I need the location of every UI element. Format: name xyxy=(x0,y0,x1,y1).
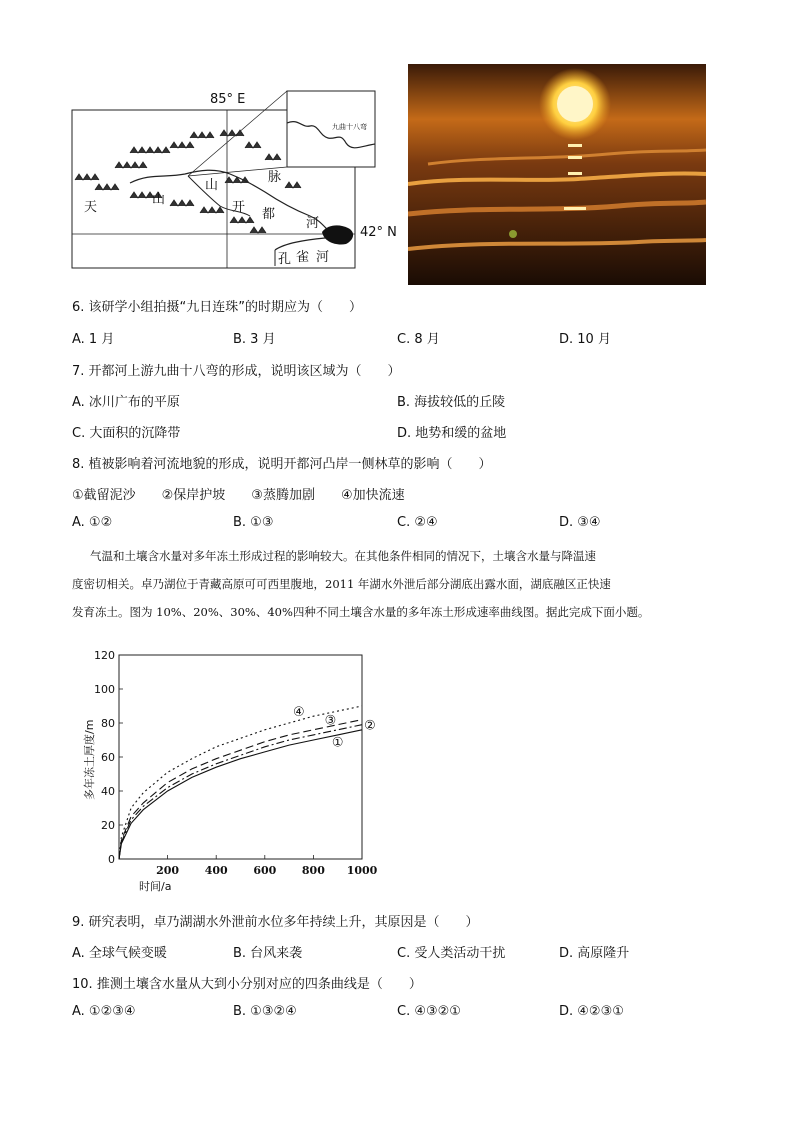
series-label-2: ② xyxy=(364,718,376,734)
question-text: 该研学小组拍摄“九日连珠”的时期应为（ ） xyxy=(88,300,363,315)
series-label-4: ④ xyxy=(292,705,305,721)
q7-option-a: A. 冰川广布的平原 xyxy=(72,395,180,410)
y-tick-label: 80 xyxy=(101,717,115,730)
q9-option-d: D. 高原隆升 xyxy=(559,946,630,961)
y-tick-label: 40 xyxy=(101,785,115,798)
question-7-stem xyxy=(72,360,401,379)
plot-frame xyxy=(119,655,362,859)
map-figure xyxy=(70,88,410,273)
x-tick-label: 600 xyxy=(253,864,277,877)
map-svg xyxy=(70,88,410,273)
y-tick-label: 60 xyxy=(101,751,115,764)
passage-line-1: 气温和土壤含水量对多年冻土形成过程的影响较大。在其他条件相同的情况下，土壤含水量与降温速 xyxy=(90,549,596,563)
q8-option-d: D. ③④ xyxy=(559,515,601,530)
question-text: 推测土壤含水量从大到小分别对应的四条曲线是（ ） xyxy=(96,977,422,992)
question-number: 8. xyxy=(72,457,85,472)
inset-label: 九曲十八弯 xyxy=(332,123,367,131)
x-tick-label: 200 xyxy=(156,864,180,877)
q8-option-b: B. ①③ xyxy=(233,515,274,530)
q10-option-c: C. ④③②① xyxy=(397,1004,461,1019)
q6-option-c: C. 8 月 xyxy=(397,332,440,347)
series-line-1 xyxy=(119,730,362,859)
series-line-2 xyxy=(119,725,362,859)
sunset-river-photo xyxy=(408,64,706,285)
q10-option-d: D. ④②③① xyxy=(559,1004,624,1019)
q9-option-b: B. 台风来袭 xyxy=(233,946,303,961)
q7-option-d: D. 地势和缓的盆地 xyxy=(397,426,507,441)
map-label-du: 都 xyxy=(262,207,276,222)
map-label-mai: 脉 xyxy=(268,170,282,185)
series-label-1: ① xyxy=(331,735,344,751)
map-label-shan1: 山 xyxy=(152,192,166,207)
series-line-3 xyxy=(119,720,362,859)
question-text: 植被影响着河流地貌的形成，说明开都河凸岸一侧林草的影响（ ） xyxy=(88,457,492,472)
q10-option-b: B. ①③②④ xyxy=(233,1004,297,1019)
q9-option-c: C. 受人类活动干扰 xyxy=(397,946,506,961)
passage xyxy=(72,542,737,626)
passage-line-2: 度密切相关。卓乃湖位于青藏高原可可西里腹地，2011 年湖水外泄后部分湖底出露水面，湖底融区正快速 xyxy=(72,577,611,591)
map-label-kai: 开 xyxy=(232,200,246,215)
series-line-4 xyxy=(119,706,362,859)
bosten-lake xyxy=(322,225,353,244)
map-label-kong: 孔 xyxy=(278,252,292,267)
question-number: 9. xyxy=(72,915,85,930)
question-6-stem xyxy=(72,296,362,315)
q7-option-b: B. 海拔较低的丘陵 xyxy=(397,395,506,410)
q6-option-d: D. 10 月 xyxy=(559,332,611,347)
map-label-he2: 河 xyxy=(316,250,330,265)
question-text: 开都河上游九曲十八弯的形成，说明该区域为（ ） xyxy=(88,364,401,379)
passage-line-3: 发育冻土。图为 10%、20%、30%、40%四种不同土壤含水量的多年冻土形成速率曲线图。据此完成下面小题。 xyxy=(72,605,650,619)
question-8-stem xyxy=(72,453,492,472)
y-axis-label: 多年冻土厚度/m xyxy=(83,719,96,800)
x-tick-label: 400 xyxy=(204,864,228,877)
map-label-que: 雀 xyxy=(296,250,310,265)
map-label-shan2: 山 xyxy=(205,178,219,193)
question-9-stem xyxy=(72,911,479,930)
y-tick-label: 0 xyxy=(108,853,115,866)
question-number: 7. xyxy=(72,364,85,379)
q9-option-a: A. 全球气候变暖 xyxy=(72,946,167,961)
map-label-tian: 天 xyxy=(84,200,98,215)
q8-option-a: A. ①② xyxy=(72,515,113,530)
q8-statements: ①截留泥沙 ②保岸护坡 ③蒸腾加剧 ④加快流速 xyxy=(72,488,405,503)
x-tick-label: 800 xyxy=(301,864,325,877)
q6-option-b: B. 3 月 xyxy=(233,332,276,347)
permafrost-chart xyxy=(76,645,386,895)
y-tick-label: 20 xyxy=(101,819,115,832)
q7-option-c: C. 大面积的沉降带 xyxy=(72,426,181,441)
question-10-stem xyxy=(72,973,422,992)
question-number: 10. xyxy=(72,977,93,992)
x-axis-label: 时间/a xyxy=(139,880,172,893)
lon-label: 85° E xyxy=(210,92,246,107)
q6-option-a: A. 1 月 xyxy=(72,332,115,347)
chart-svg xyxy=(76,645,386,895)
question-number: 6. xyxy=(72,300,85,315)
map-label-he1: 河 xyxy=(306,216,320,231)
q10-option-a: A. ①②③④ xyxy=(72,1004,136,1019)
series-label-3: ③ xyxy=(324,713,337,729)
x-tick-label: 1000 xyxy=(346,864,378,877)
q8-option-c: C. ②④ xyxy=(397,515,438,530)
question-text: 研究表明，卓乃湖湖水外泄前水位多年持续上升，其原因是（ ） xyxy=(88,915,479,930)
y-tick-label: 100 xyxy=(94,683,115,696)
lat-label: 42° N xyxy=(360,225,397,240)
y-tick-label: 120 xyxy=(94,649,115,662)
